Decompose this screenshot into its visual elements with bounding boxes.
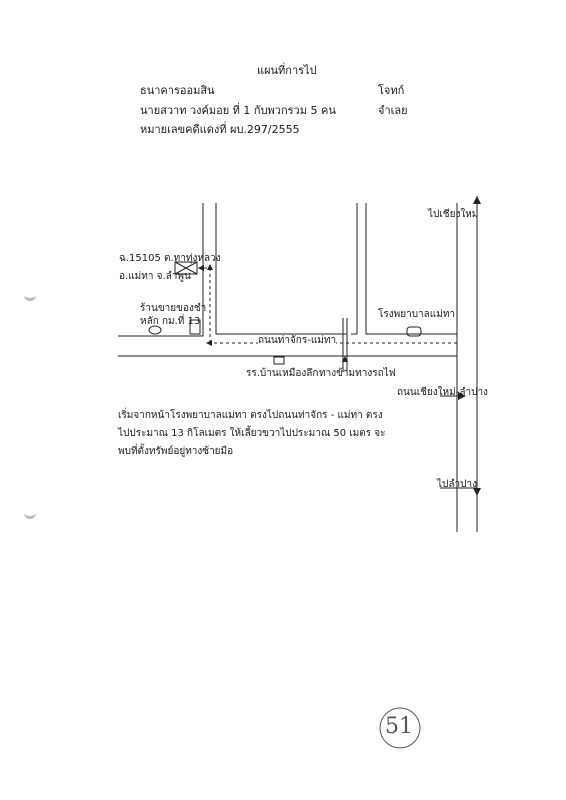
plaintiff-role: โจทก์	[378, 84, 405, 97]
label-hospital: โรงพยาบาลแม่ทา	[378, 309, 456, 320]
hospital-icon	[407, 327, 421, 336]
side-road-right-boundary	[216, 203, 347, 334]
case-number: หมายเลขคดีแดงที่ ผบ.297/2555	[140, 123, 300, 136]
arrow-to-chiangmai	[473, 196, 481, 204]
directions-line-1: เริ่มจากหน้าโรงพยาบาลแม่ทา ตรงไปถนนท่าจักร - แม่ทา ตรง	[118, 410, 383, 421]
arrow-route-left	[206, 340, 212, 346]
block-right-edge	[351, 203, 357, 334]
page-number: 51	[385, 714, 413, 739]
label-highway: ถนนเชียงใหม่-ลำปาง	[397, 387, 488, 398]
map-title: แผนที่การไป	[257, 64, 317, 77]
label-rail-crossing: ทางข้ามทางรถไฟ	[319, 368, 396, 379]
label-school: รร.บ้านเหมืองลึก	[246, 368, 319, 379]
defendant-role: จำเลย	[378, 104, 408, 117]
label-to-chiangmai: ไปเชียงใหม่	[428, 209, 479, 220]
directions-line-2: ไปประมาณ 13 กิโลเมตร ให้เลี้ยวขวาไปประมาณ 50 เมตร จะ	[118, 428, 386, 439]
label-house-number: ฉ.15105 ต.ทาทุ่งหลวง	[119, 253, 221, 264]
defendant-name: นายสวาท วงค์มอย ที่ 1 กับพวกรวม 5 คน	[140, 104, 336, 117]
arrow-house-pointer	[198, 265, 204, 271]
plaintiff-name: ธนาคารออมสิน	[140, 84, 215, 97]
label-road: ถนนท่าจักร-แม่ทา	[258, 335, 337, 346]
label-to-lampang: ไปลำปาง	[437, 479, 477, 490]
school-icon	[274, 357, 284, 364]
label-district: อ.แม่ทา จ.ลำพูน	[119, 271, 191, 282]
label-grocery-shop: ร้านขายของชำ	[140, 303, 207, 314]
label-km-post: หลัก กม.ที่ 13	[140, 316, 201, 327]
directions-line-3: พบที่ตั้งทรัพย์อยู่ทางซ้ายมือ	[118, 446, 234, 457]
